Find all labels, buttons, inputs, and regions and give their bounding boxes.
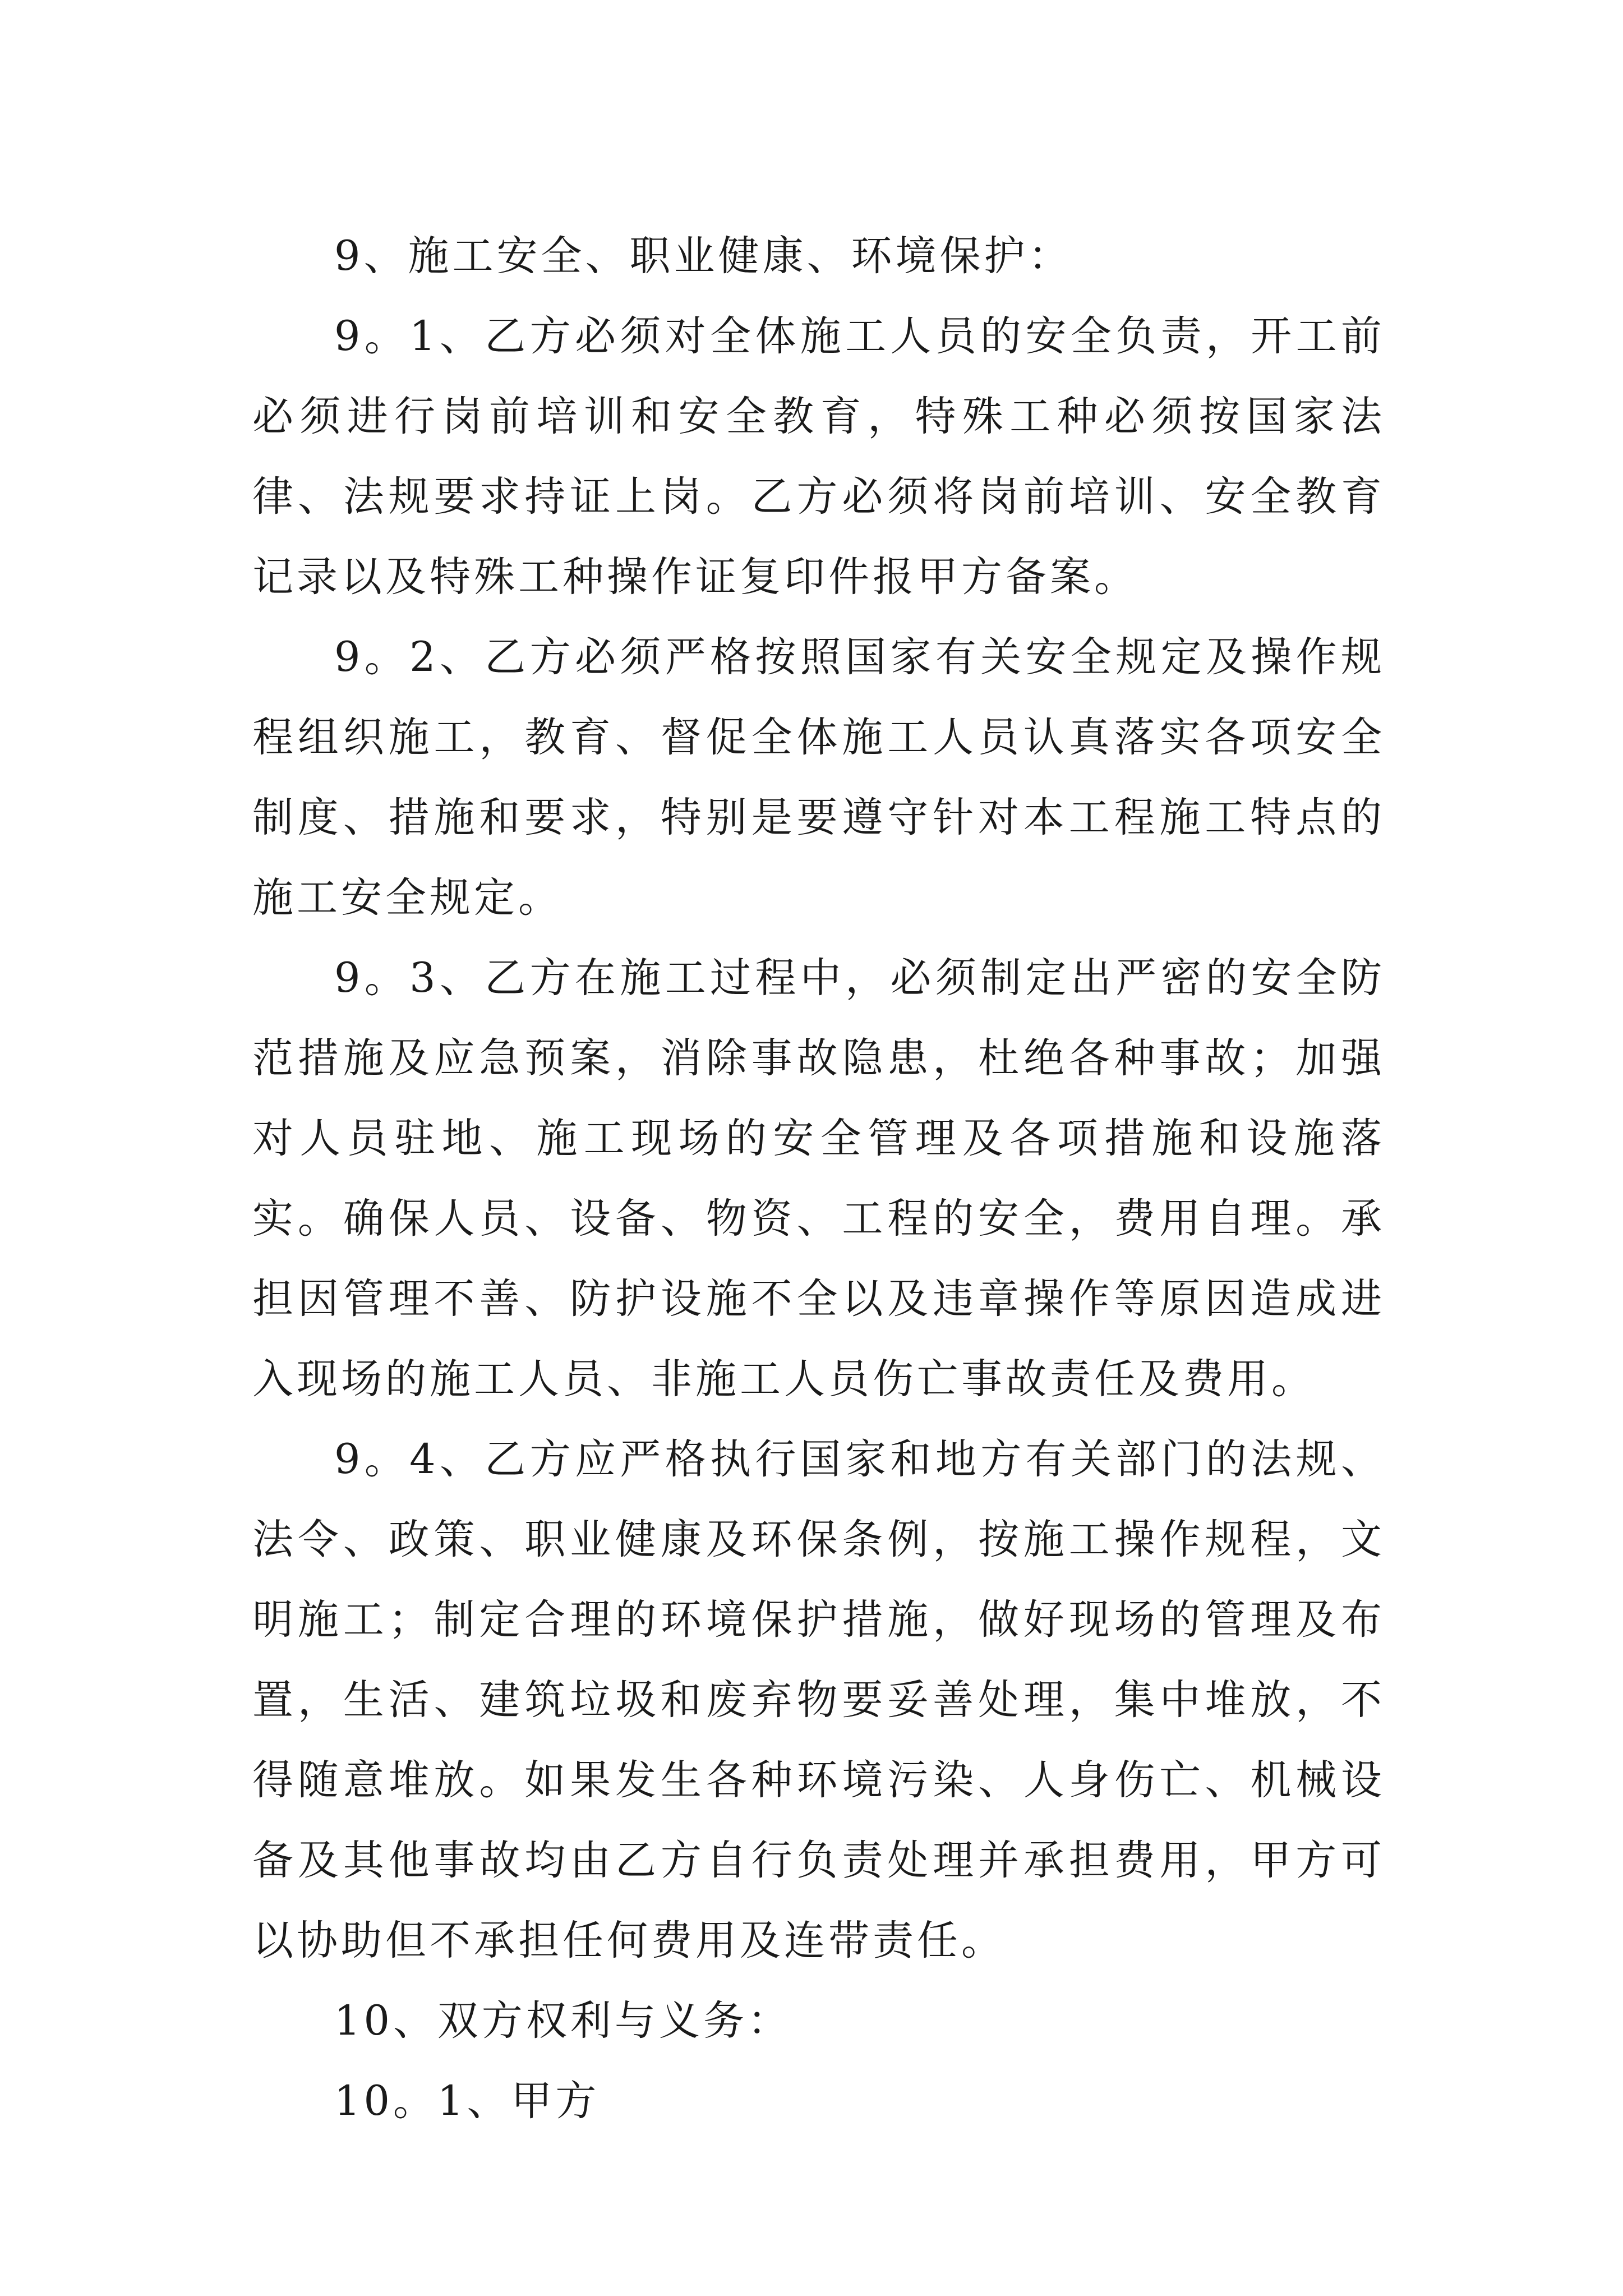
clause-9-2: 9。2、乙方必须严格按照国家有关安全规定及操作规程组织施工，教育、督促全体施工人员认真落实各项安全制度、措施和要求，特别是要遵守针对本工程施工特点的施工安全规定。 [252,633,1385,922]
section-heading-9: 9、施工安全、职业健康、环境保护： [334,232,1073,280]
clause-9-4: 9。4、乙方应严格执行国家和地方有关部门的法规、法令、政策、职业健康及环保条例，按施工操作规程，文明施工；制定合理的环境保护措施，做好现场的管理及布置，生活、建筑垃圾和废弃物要妥善处理，集中堆放，不得随意堆放。如果发生各种环境污染、人身伤亡、机械设备及其他事故均由乙方自行负责处理并承担费用，甲方可以协助但不承担任何费用及连带责任。 [252,1435,1385,1964]
document-page [252,216,1385,2141]
clause-9-1: 9。1、乙方必须对全体施工人员的安全负责，开工前必须进行岗前培训和安全教育，特殊工种必须按国家法律、法规要求持证上岗。乙方必须将岗前培训、安全教育记录以及特殊工种操作证复印件报甲方备案。 [252,312,1385,601]
clause-10-1: 10。1、甲方 [334,2077,600,2125]
clause-9-3: 9。3、乙方在施工过程中，必须制定出严密的安全防范措施及应急预案，消除事故隐患，杜绝各种事故；加强对人员驻地、施工现场的安全管理及各项措施和设施落实。确保人员、设备、物资、工程的安全，费用自理。承担因管理不善、防护设施不全以及违章操作等原因造成进入现场的施工人员、非施工人员伤亡事故责任及费用。 [252,954,1385,1403]
section-heading-10: 10、双方权利与义务： [334,1997,792,2045]
